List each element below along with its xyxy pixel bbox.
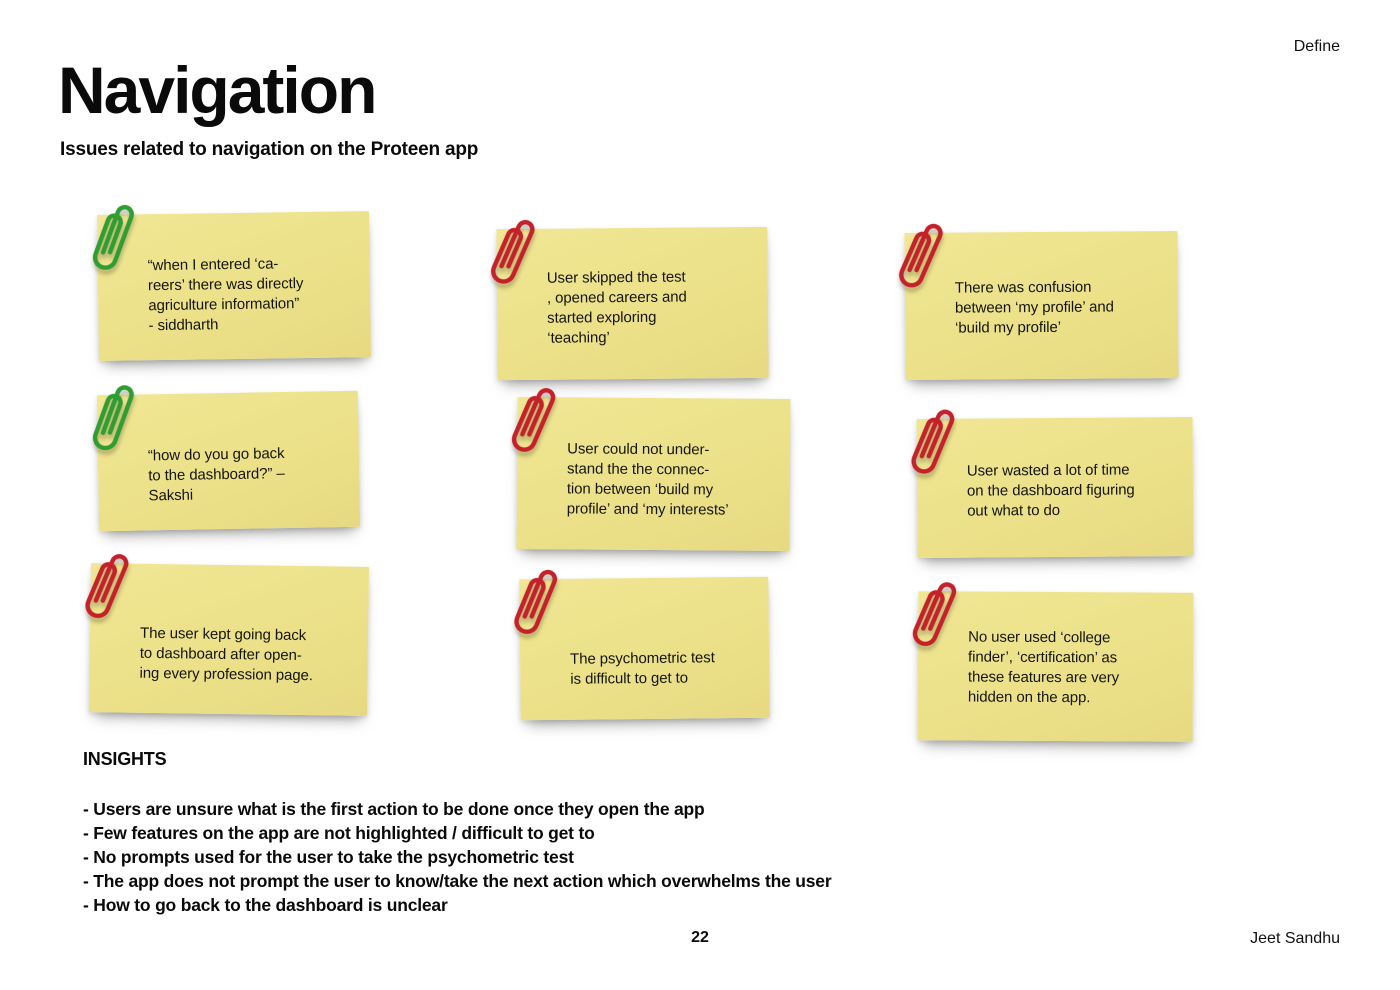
insight-item: - Users are unsure what is the first action to be done once they open the app: [83, 799, 705, 819]
insight-item: - The app does not prompt the user to know/take the next action which overwhelms the user: [83, 871, 832, 891]
sticky-note: [904, 231, 1178, 380]
sticky-note: [97, 211, 371, 361]
paperclip-icon: [85, 376, 144, 463]
insight-item: - No prompts used for the user to take the psychometric test: [83, 847, 574, 867]
sticky-note-text: User could not under- stand the the connec- tion between ‘build my profile’ and ‘my interests’: [566, 440, 729, 519]
page-title: Navigation: [58, 53, 376, 127]
sticky-note: [516, 397, 790, 551]
insights-list: [83, 797, 1183, 917]
sticky-note: [496, 227, 768, 380]
insights-heading: INSIGHTS: [83, 749, 167, 769]
sticky-note-text: “how do you go back to the dashboard?” – Sakshi: [147, 445, 285, 505]
sticky-note-text: User wasted a lot of time on the dashboard figuring out what to do: [966, 461, 1135, 520]
paperclip-icon: [506, 560, 568, 647]
paperclip-icon: [890, 213, 953, 300]
sticky-note-text: The user kept going back to dashboard after open- ing every profession page.: [139, 624, 313, 685]
sticky-note: [89, 563, 369, 716]
page-number: 22: [691, 929, 709, 946]
paperclip-icon: [482, 210, 545, 297]
sticky-note-text: “when I entered ‘ca- reers’ there was directly agriculture information” - siddharth: [147, 255, 304, 335]
insight-item: - How to go back to the dashboard is unclear: [83, 895, 448, 915]
paperclip-icon: [85, 195, 145, 282]
sticky-note: [918, 591, 1194, 741]
sticky-note-text: The psychometric test is difficult to get to: [570, 649, 715, 688]
paperclip-icon: [503, 378, 566, 465]
paperclip-icon: [904, 572, 967, 659]
insight-item: - Few features on the app are not highlighted / difficult to get to: [83, 823, 595, 843]
page-subtitle: Issues related to navigation on the Proteen app: [60, 139, 479, 160]
sticky-note-text: No user used ‘college finder’, ‘certification’ as these features are very hidden on the app.: [967, 628, 1120, 707]
sticky-note-text: User skipped the test , opened careers and started exploring ‘teaching’: [546, 268, 687, 347]
phase-label: Define: [1293, 38, 1340, 55]
sticky-note-text: There was confusion between ‘my profile’ and ‘build my profile’: [954, 278, 1114, 337]
paperclip-icon: [77, 544, 139, 631]
sticky-note: [519, 577, 769, 721]
author-name: Jeet Sandhu: [1250, 930, 1340, 947]
sticky-note: [917, 417, 1194, 558]
paperclip-icon: [903, 399, 965, 486]
sticky-note: [97, 391, 360, 532]
